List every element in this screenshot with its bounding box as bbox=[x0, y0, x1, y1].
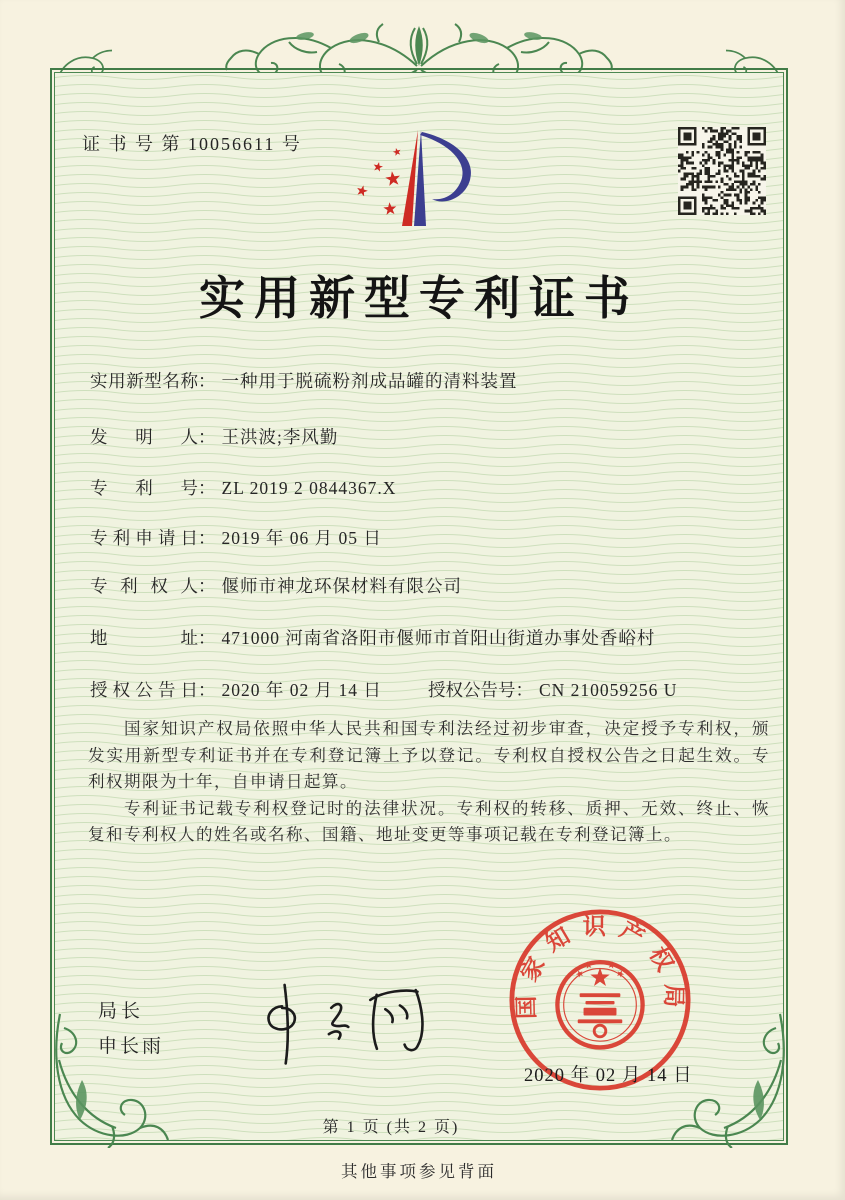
legal-paragraph-1: 国家知识产权局依照中华人民共和国专利法经过初步审查，决定授予专利权，颁发实用新型专利证书并在专利登记簿上予以登记。专利权自授权公告之日起生效。专利权期限为十年，自申请日起算。 bbox=[88, 719, 770, 791]
legal-paragraph-2: 专利证书记载专利权登记时的法律状况。专利权的转移、质押、无效、终止、恢复和专利权人的姓名或名称、国籍、地址变更等事项记载在专利登记簿上。 bbox=[88, 798, 770, 844]
field-grant-date bbox=[90, 680, 382, 700]
field-label: 专利申请日 bbox=[90, 528, 198, 548]
field-value: ZL 2019 2 0844367.X bbox=[221, 478, 397, 498]
field-value: CN 210059256 U bbox=[539, 680, 678, 700]
field-value: 471000 河南省洛阳市偃师市首阳山街道办事处香峪村 bbox=[221, 628, 656, 648]
officer-name: 申长雨 bbox=[98, 1036, 165, 1057]
seal-date: 2020 年 02 月 14 日 bbox=[524, 1066, 693, 1086]
legal-text bbox=[88, 716, 770, 849]
page-number: 第 1 页 (共 2 页) bbox=[322, 1119, 460, 1136]
field-value: 王洪波;李风勤 bbox=[221, 427, 339, 447]
field-grant-number bbox=[428, 677, 677, 702]
field-colon: ： bbox=[198, 528, 216, 548]
field-label: 授权公告号 bbox=[428, 680, 516, 700]
bottom-left-corner-ornament bbox=[52, 1008, 172, 1148]
field-patent-number bbox=[90, 475, 396, 500]
seal-ring-text: 国家知识产权局 bbox=[513, 914, 687, 1020]
field-colon: ： bbox=[198, 427, 216, 447]
field-grant-row bbox=[90, 677, 678, 702]
field-colon: ： bbox=[198, 478, 216, 498]
field-value: 一种用于脱硫粉剂成品罐的清料装置 bbox=[221, 371, 518, 391]
back-side-note: 其他事项参见背面 bbox=[341, 1162, 497, 1181]
field-colon: ： bbox=[198, 576, 216, 596]
field-label: 地址 bbox=[90, 628, 198, 648]
field-value: 2019 年 06 月 05 日 bbox=[221, 528, 382, 548]
field-value: 2020 年 02 月 14 日 bbox=[221, 680, 382, 700]
field-label: 授权公告日 bbox=[90, 680, 198, 700]
field-patentee bbox=[90, 573, 462, 598]
field-label: 专利权人 bbox=[90, 576, 198, 596]
field-inventors bbox=[90, 424, 338, 449]
certificate-title: 实用新型专利证书 bbox=[199, 273, 639, 324]
certificate-frame bbox=[50, 68, 788, 1145]
field-label: 实用新型名称 bbox=[90, 371, 198, 391]
field-value: 偃师市神龙环保材料有限公司 bbox=[221, 576, 462, 596]
field-colon: ： bbox=[515, 680, 533, 700]
field-colon: ： bbox=[198, 628, 216, 648]
field-label: 发明人 bbox=[90, 427, 198, 447]
field-colon: ： bbox=[198, 371, 216, 391]
field-utility-model-name bbox=[90, 368, 518, 393]
center-leaf-ornament bbox=[415, 26, 423, 66]
field-label: 专利号 bbox=[90, 478, 198, 498]
national-emblem-icon bbox=[557, 961, 642, 1048]
certificate-number: 证 书 号 第 10056611 号 bbox=[82, 134, 302, 154]
field-application-date bbox=[90, 525, 382, 550]
field-address bbox=[90, 625, 655, 650]
qr-code-icon bbox=[678, 127, 766, 215]
signature-icon bbox=[240, 976, 466, 1066]
field-colon: ： bbox=[198, 680, 216, 700]
officer-title: 局长 bbox=[98, 1001, 145, 1022]
cnipa-logo-icon bbox=[346, 122, 488, 236]
